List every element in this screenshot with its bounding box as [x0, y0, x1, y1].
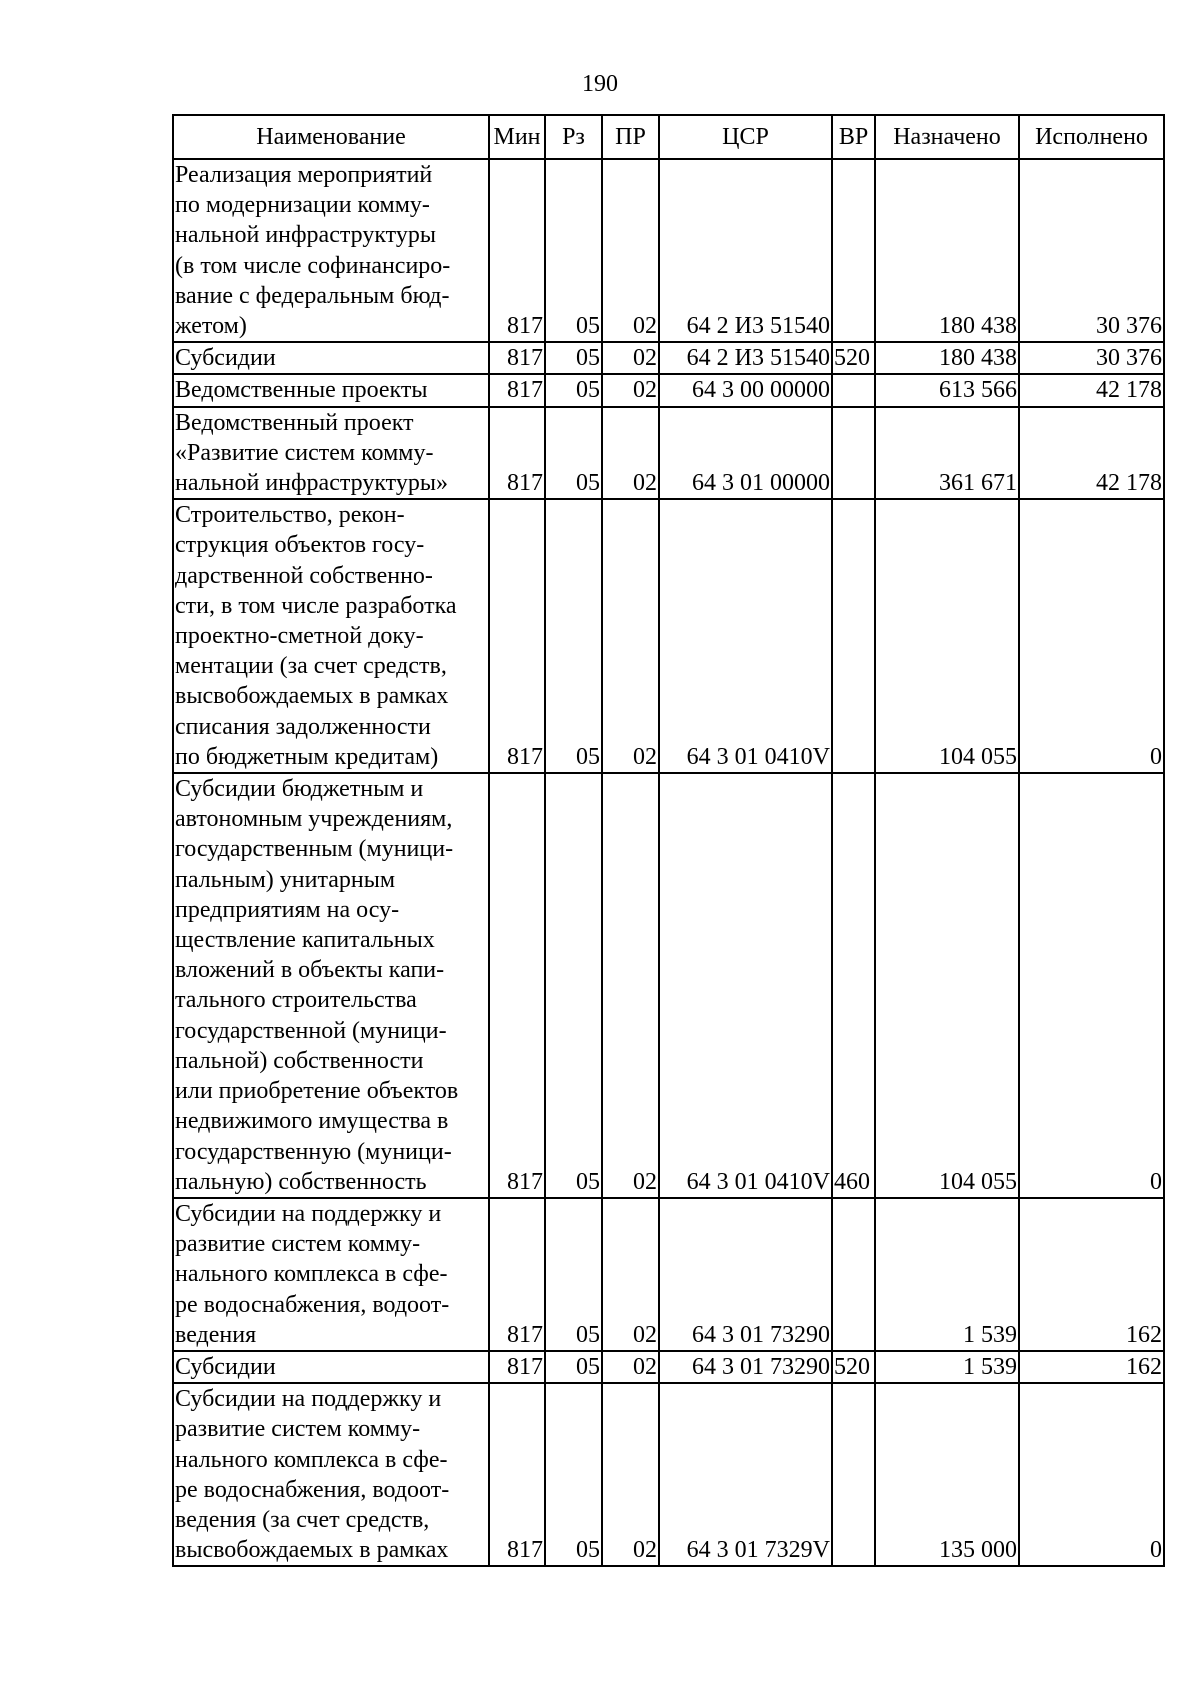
row-rz: 05 [545, 499, 602, 773]
row-vr [832, 1198, 875, 1351]
column-header-rz: Рз [545, 115, 602, 159]
table-row [173, 773, 1164, 1198]
row-min: 817 [489, 342, 545, 374]
row-name: Реализация мероприятий по модернизации комму- нальной инфраструктуры (в том числе софинансиро- вание с федеральным бюд- жетом) [173, 159, 489, 342]
row-rz: 05 [545, 1383, 602, 1566]
row-min: 817 [489, 499, 545, 773]
table-row [173, 1198, 1164, 1351]
row-executed: 42 178 [1019, 374, 1164, 406]
row-vr: 520 [832, 342, 875, 374]
row-rz: 05 [545, 342, 602, 374]
table-row [173, 374, 1164, 406]
row-executed: 30 376 [1019, 159, 1164, 342]
row-pr: 02 [602, 773, 659, 1198]
row-vr [832, 407, 875, 500]
row-pr: 02 [602, 342, 659, 374]
row-vr [832, 1383, 875, 1566]
row-rz: 05 [545, 1351, 602, 1383]
row-min: 817 [489, 773, 545, 1198]
table-row [173, 499, 1164, 773]
row-rz: 05 [545, 1198, 602, 1351]
row-csr: 64 3 01 7329V [659, 1383, 832, 1566]
row-csr: 64 2 И3 51540 [659, 159, 832, 342]
page-number: 190 [582, 71, 618, 97]
row-vr: 460 [832, 773, 875, 1198]
row-min: 817 [489, 159, 545, 342]
row-assigned: 613 566 [875, 374, 1019, 406]
row-pr: 02 [602, 499, 659, 773]
row-executed: 0 [1019, 499, 1164, 773]
column-header-name: Наименование [173, 115, 489, 159]
row-pr: 02 [602, 374, 659, 406]
row-csr: 64 2 И3 51540 [659, 342, 832, 374]
row-rz: 05 [545, 773, 602, 1198]
row-min: 817 [489, 374, 545, 406]
row-name: Субсидии [173, 1351, 489, 1383]
column-header-assigned: Назначено [875, 115, 1019, 159]
row-csr: 64 3 00 00000 [659, 374, 832, 406]
row-min: 817 [489, 1383, 545, 1566]
row-name: Строительство, рекон- струкция объектов госу- дарственной собственно- сти, в том числе разработка проектно-сметной доку- ментации (за счет средств, высвобождаемых в рамках списания задолженности по бюджетным кредитам) [173, 499, 489, 773]
row-pr: 02 [602, 1198, 659, 1351]
column-header-min: Мин [489, 115, 545, 159]
row-pr: 02 [602, 1351, 659, 1383]
row-executed: 0 [1019, 1383, 1164, 1566]
row-assigned: 135 000 [875, 1383, 1019, 1566]
column-header-vr: ВР [832, 115, 875, 159]
row-csr: 64 3 01 0410V [659, 499, 832, 773]
table-row [173, 1383, 1164, 1566]
row-executed: 162 [1019, 1351, 1164, 1383]
row-assigned: 180 438 [875, 159, 1019, 342]
row-name: Субсидии на поддержку и развитие систем комму- нального комплекса в сфе- ре водоснабжения, водоот- ведения (за счет средств, высвобождаемых в рамках [173, 1383, 489, 1566]
row-min: 817 [489, 1198, 545, 1351]
table-row [173, 342, 1164, 374]
table-row [173, 1351, 1164, 1383]
row-name: Субсидии [173, 342, 489, 374]
column-header-pr: ПР [602, 115, 659, 159]
row-vr [832, 159, 875, 342]
row-pr: 02 [602, 1383, 659, 1566]
row-assigned: 104 055 [875, 499, 1019, 773]
row-vr [832, 499, 875, 773]
row-executed: 0 [1019, 773, 1164, 1198]
row-name: Субсидии на поддержку и развитие систем комму- нального комплекса в сфе- ре водоснабжения, водоот- ведения [173, 1198, 489, 1351]
row-vr: 520 [832, 1351, 875, 1383]
row-min: 817 [489, 407, 545, 500]
row-csr: 64 3 01 73290 [659, 1198, 832, 1351]
budget-table [172, 114, 1165, 1567]
column-header-csr: ЦСР [659, 115, 832, 159]
row-csr: 64 3 01 00000 [659, 407, 832, 500]
row-executed: 30 376 [1019, 342, 1164, 374]
row-vr [832, 374, 875, 406]
row-name: Ведомственный проект «Развитие систем комму- нальной инфраструктуры» [173, 407, 489, 500]
row-pr: 02 [602, 159, 659, 342]
row-name: Субсидии бюджетным и автономным учреждениям, государственным (муници- пальным) унитарным предприятиям на осу- ществление капитальных вложений в объекты капи- тального строительства государственной (муници- пальной) собственности или приобретение объектов недвижимого имущества в государственную (муници- пальную) собственность [173, 773, 489, 1198]
row-csr: 64 3 01 73290 [659, 1351, 832, 1383]
row-rz: 05 [545, 407, 602, 500]
table-header-row [173, 115, 1164, 159]
row-assigned: 361 671 [875, 407, 1019, 500]
column-header-executed: Исполнено [1019, 115, 1164, 159]
row-rz: 05 [545, 374, 602, 406]
row-assigned: 1 539 [875, 1198, 1019, 1351]
row-assigned: 1 539 [875, 1351, 1019, 1383]
row-assigned: 180 438 [875, 342, 1019, 374]
table-row [173, 407, 1164, 500]
row-executed: 42 178 [1019, 407, 1164, 500]
row-min: 817 [489, 1351, 545, 1383]
table-row [173, 159, 1164, 342]
row-rz: 05 [545, 159, 602, 342]
row-pr: 02 [602, 407, 659, 500]
row-csr: 64 3 01 0410V [659, 773, 832, 1198]
row-executed: 162 [1019, 1198, 1164, 1351]
row-name: Ведомственные проекты [173, 374, 489, 406]
row-assigned: 104 055 [875, 773, 1019, 1198]
